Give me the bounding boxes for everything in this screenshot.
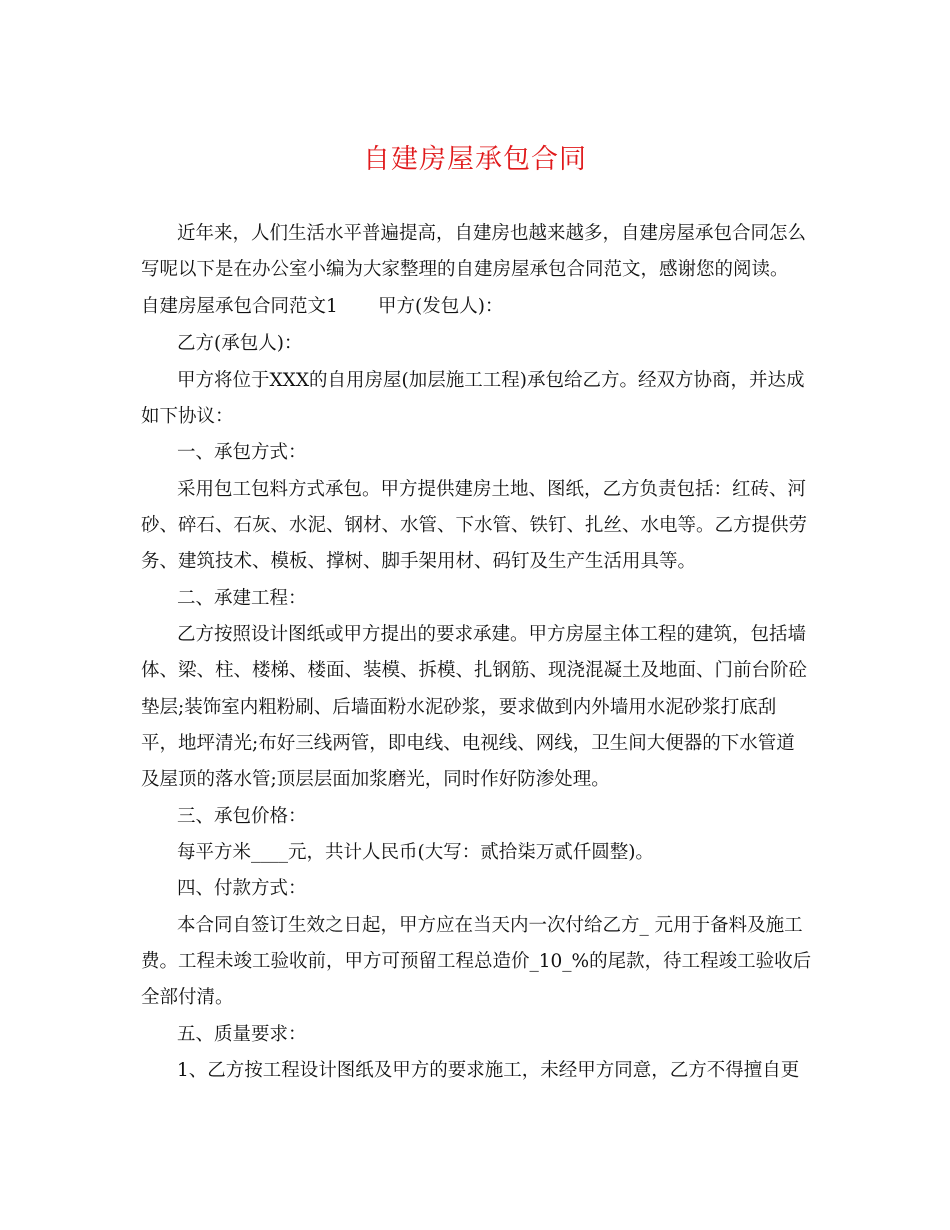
paragraph-line: 写呢以下是在办公室小编为大家整理的自建房屋承包合同范文，感谢您的阅读。 [141, 259, 789, 280]
paragraph-line: 采用包工包料方式承包。甲方提供建房土地、图纸，乙方负责包括：红砖、河 [177, 479, 807, 500]
document-title: 自建房屋承包合同 [363, 144, 587, 175]
party-b-label: 乙方(承包人)： [177, 333, 303, 354]
sample-heading: 自建房屋承包合同范文1 [141, 296, 338, 317]
paragraph-line: 费。工程未竣工验收前，甲方可预留工程总造价_10_%的尾款，待工程竣工验收后 [141, 951, 812, 972]
paragraph-line: 本合同自签订生效之日起，甲方应在当天内一次付给乙方_ 元用于备料及施工 [177, 915, 803, 936]
section-heading: 一、承包方式： [177, 442, 307, 463]
paragraph-line: 垫层;装饰室内粗粉刷、后墙面粉水泥砂浆，要求做到内外墙用水泥砂浆打底刮 [141, 697, 777, 718]
paragraph-line: 及屋顶的落水管;顶层层面加浆磨光，同时作好防渗处理。 [141, 769, 610, 790]
section-heading: 三、承包价格： [177, 806, 307, 827]
paragraph-line: 甲方将位于XXX的自用房屋(加层施工工程)承包给乙方。经双方协商，并达成 [177, 370, 805, 391]
paragraph-line: 近年来，人们生活水平普遍提高，自建房也越来越多，自建房屋承包合同怎么 [177, 223, 807, 244]
paragraph-line: 砂、碎石、石灰、水泥、钢材、水管、下水管、铁钉、扎丝、水电等。乙方提供劳 [141, 515, 808, 536]
paragraph-line: 如下协议： [141, 406, 234, 427]
paragraph-line: 平，地坪清光;布好三线两管，即电线、电视线、网线，卫生间大便器的下水管道 [141, 733, 795, 754]
paragraph-line: 务、建筑技术、模板、撑树、脚手架用材、码钉及生产生活用具等。 [141, 551, 697, 572]
section-heading: 四、付款方式： [177, 878, 307, 899]
paragraph-line: 体、梁、柱、楼梯、楼面、装模、拆模、扎钢筋、现浇混凝土及地面、门前台阶砼 [141, 660, 808, 681]
paragraph-line: 乙方按照设计图纸或甲方提出的要求承建。甲方房屋主体工程的建筑，包括墙 [177, 624, 807, 645]
section-heading: 二、承建工程： [177, 588, 307, 609]
paragraph-line [141, 294, 821, 320]
paragraph-line: 每平方米____元，共计人民币(大写：贰拾柒万贰仟圆整)。 [177, 842, 654, 863]
party-a-label: 甲方(发包人)： [378, 296, 504, 317]
paragraph-line: 1、乙方按工程设计图纸及甲方的要求施工，未经甲方同意，乙方不得擅自更 [177, 1060, 800, 1081]
section-heading: 五、质量要求： [177, 1024, 307, 1045]
paragraph-line: 全部付清。 [141, 987, 234, 1008]
